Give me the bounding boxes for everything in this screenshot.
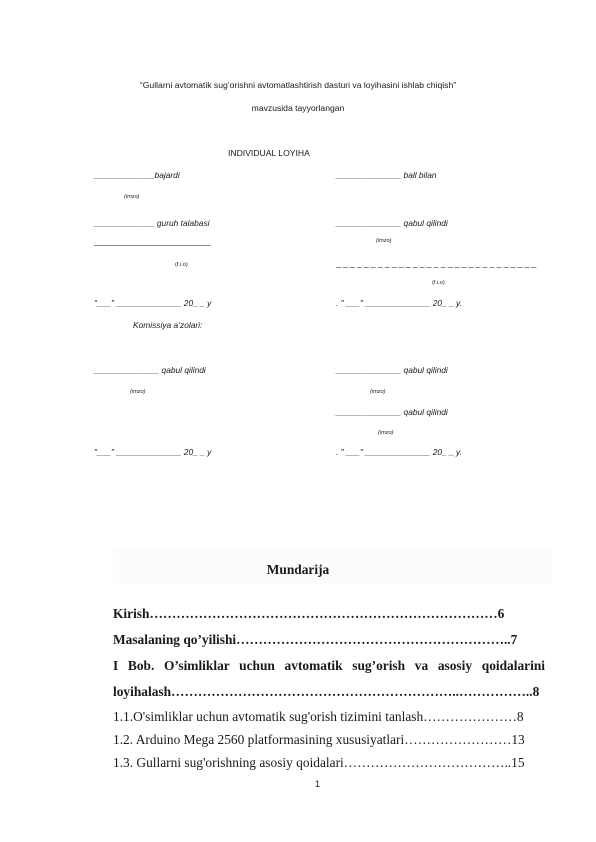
toc-entry: I Bob. O’simliklar uchun avtomatik sug’orish va asosiy qoidalarini: [113, 658, 545, 673]
komissiya-label: Komissiya a’zolari:: [133, 320, 203, 330]
imzo-caption: (imzo): [370, 389, 386, 395]
date-line-left-1: "___" ______________ 20_ _ y: [94, 298, 212, 308]
toc-entry: 1.2. Arduino Mega 2560 platformasining xususiyatlari……………………13: [113, 732, 525, 747]
qabul-line-right-3: ______________ qabul qilindi: [336, 407, 448, 417]
qabul-line-right-1: ______________ qabul qilindi: [336, 218, 448, 228]
date-line-right-2: . " ___" ______________ 20_ _ y.: [336, 447, 462, 457]
date-line-left-2: "___" ______________ 20_ _ y: [94, 447, 212, 457]
ball-line: ______________ ball bilan: [336, 170, 437, 180]
toc-entry: 1.3. Gullarni sug'orishning asosiy qoidalari………………………………..15: [113, 755, 525, 770]
fio-caption: (f.i.o): [432, 280, 445, 286]
bajardi-line: _____________bajardi: [94, 170, 180, 180]
guruh-line: _____________ guruh talabasi: [94, 218, 210, 228]
imzo-caption: (imzo): [124, 194, 140, 200]
date-line-right-1: . " ___" ______________ 20_ _ y.: [336, 298, 462, 308]
toc-entry: loyihalash………………………………………………………..……………..8: [113, 684, 540, 699]
page-number: 1: [315, 779, 321, 789]
imzo-caption: (imzo): [376, 238, 392, 244]
document-subtitle: mavzusida tayyorlangan: [251, 103, 345, 113]
toc-entry: Masalaning qo’yilishi……………………………………………………..7: [113, 632, 518, 647]
toc-heading: Mundarija: [266, 562, 330, 577]
qabul-line-left: ______________ qabul qilindi: [94, 365, 206, 375]
qabul-line-right-2: ______________ qabul qilindi: [336, 365, 448, 375]
imzo-caption: (imzo): [378, 430, 394, 436]
dashed-line: _ _ _ _ _ _ _ _ _ _ _ _ _ _ _ _ _ _ _ _ _ _ _ _ _ _ _ _ _: [336, 258, 537, 268]
imzo-caption: (imzo): [130, 389, 146, 395]
fio-caption: (f.i.o): [175, 262, 188, 268]
project-label: INDIVIDUAL LOYIHA: [228, 148, 310, 158]
toc-entry: 1.1.O'simliklar uchun avtomatik sug'orish tizimini tanlash…………………8: [113, 709, 524, 724]
blank-line: _________________________: [94, 236, 211, 246]
toc-entry: Kirish……………………………………………………………………6: [113, 606, 505, 621]
document-title: “Gullarni avtomatik sug’orishni avtomatlashtirish dasturi va loyihasini ishlab chiqish”: [139, 80, 457, 90]
